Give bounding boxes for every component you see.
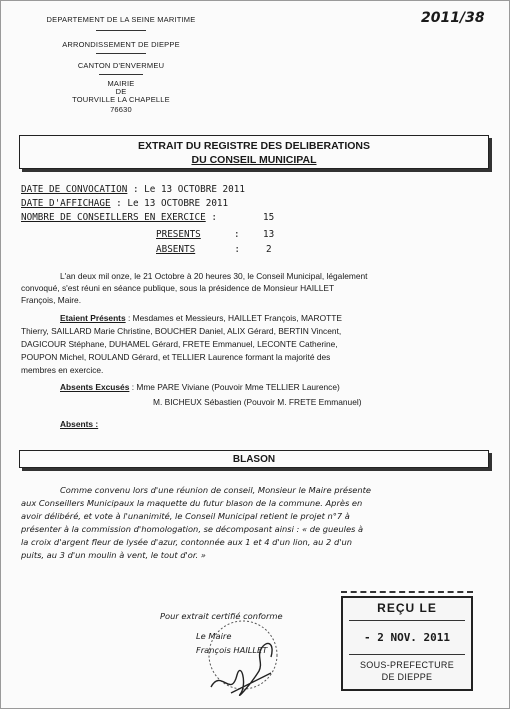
exercice-label: NOMBRE DE CONSEILLERS EN EXERCICE	[21, 212, 206, 223]
intro-line: L'an deux mil onze, le 21 Octobre à 20 heures 30, le Conseil Municipal, légalement	[60, 271, 368, 281]
exercice-value: 15	[263, 212, 275, 223]
absents-heading: Absents :	[60, 419, 99, 429]
excuses-line: M. BICHEUX Sébastien (Pouvoir M. FRETE Emmanuel)	[153, 397, 362, 407]
presents-label: PRESENTS	[156, 229, 201, 240]
header-mairie: MAIRIE	[107, 79, 135, 88]
header-mairie-de: DE	[115, 87, 127, 96]
stamp-dashes	[341, 591, 473, 593]
excuses-line: : Mme PARE Viviane (Pouvoir Mme TELLIER Laurence)	[131, 382, 340, 392]
blason-line: présenter à la commission d'homologation, se décomposant ainsi : « de gueules à	[21, 524, 364, 534]
blason-line: aux Conseillers Municipaux la maquette du futur blason de la commune. Après en	[21, 498, 363, 508]
blason-line: avoir délibéré, et vote à l'unanimité, le Conseil Municipal retient le projet n°7 à	[21, 511, 350, 521]
convocation-value: : Le 13 OCTOBRE 2011	[132, 184, 245, 195]
deliberation-reference: 2011/38	[421, 10, 485, 26]
mayor-name: François HAILLET	[196, 645, 268, 655]
absents-count-value: 2	[266, 244, 272, 255]
document-title-box	[19, 135, 489, 169]
presents-line: membres en exercice.	[21, 365, 104, 375]
stamp-location: DE DIEPPE	[381, 672, 433, 682]
intro-line: François, Maire.	[21, 295, 82, 305]
intro-line: convoqué, s'est réuni en séance publique, sous la présidence de Monsieur HAILLET	[21, 283, 335, 293]
presents-value: 13	[263, 229, 275, 240]
affichage-label: DATE D'AFFICHAGE	[21, 198, 111, 209]
header-postal-code: 76630	[110, 105, 132, 114]
presents-paragraph-first	[60, 313, 342, 323]
blason-line: puits, au 3 d'un moulin à vent, le tout d'or. »	[21, 550, 206, 560]
absents-count-row	[156, 244, 240, 255]
header-departement: DEPARTEMENT DE LA SEINE MARITIME	[46, 15, 196, 24]
excuses-row	[60, 382, 340, 392]
document-title-line1: EXTRAIT DU REGISTRE DES DELIBERATIONS	[138, 140, 370, 152]
affichage-value: : Le 13 OCTOBRE 2011	[116, 198, 229, 209]
presents-line: Thierry, SAILLARD Marie Christine, BOUCHER Daniel, ALIX Gérard, BERTIN Vincent,	[21, 326, 342, 336]
absents-count-label: ABSENTS	[156, 244, 196, 255]
presents-line: : Mesdames et Messieurs, HAILLET François, MAROTTE	[127, 313, 342, 323]
certification-text: Pour extrait certifié conforme	[160, 611, 283, 621]
convocation-label: DATE DE CONVOCATION	[21, 184, 128, 195]
section-title: BLASON	[232, 454, 276, 465]
stamp-rule	[349, 654, 465, 655]
presents-line: DAGICOUR Stéphane, DUHAMEL Gérard, FRETE Emmanuel, LECONTE Catherine,	[21, 339, 338, 349]
mayor-title: Le Maire	[196, 631, 232, 641]
exercice-sep: :	[211, 212, 217, 223]
presents-sep: :	[234, 229, 240, 240]
header-canton: CANTON D'ENVERMEU	[77, 61, 165, 70]
stamp-title: REÇU LE	[377, 601, 437, 615]
header-rule	[99, 74, 143, 75]
handwritten-signature	[211, 643, 272, 695]
header-rule	[96, 30, 146, 31]
blason-line: la croix d'argent fleur de lysée d'azur, contonnée aux 1 et 4 d'un lion, au 2 d'un	[21, 537, 353, 547]
presents-heading: Etaient Présents	[60, 313, 126, 323]
reception-stamp	[341, 596, 473, 691]
stamp-office: SOUS-PREFECTURE	[359, 660, 454, 670]
presents-row	[156, 229, 240, 240]
signature-and-seal	[201, 613, 331, 703]
exercice-row	[21, 212, 217, 223]
absents-count-sep: :	[234, 244, 241, 255]
stamp-date: - 2 NOV. 2011	[363, 631, 451, 644]
section-title-box	[19, 450, 489, 468]
header-arrondissement: ARRONDISSEMENT DE DIEPPE	[62, 40, 180, 49]
stamp-rule	[349, 620, 465, 621]
blason-line: Comme convenu lors d'une réunion de conseil, Monsieur le Maire présente	[60, 485, 372, 495]
excuses-heading: Absents Excusés	[60, 382, 130, 392]
presents-line: POUPON Michel, ROULAND Gérard, et TELLIER Laurence formant la majorité des	[21, 352, 331, 362]
convocation-row	[21, 184, 245, 195]
affichage-row	[21, 198, 228, 209]
document-title-line2: DU CONSEIL MUNICIPAL	[191, 154, 317, 166]
header-rule	[96, 53, 146, 54]
header-commune: TOURVILLE LA CHAPELLE	[72, 95, 170, 104]
